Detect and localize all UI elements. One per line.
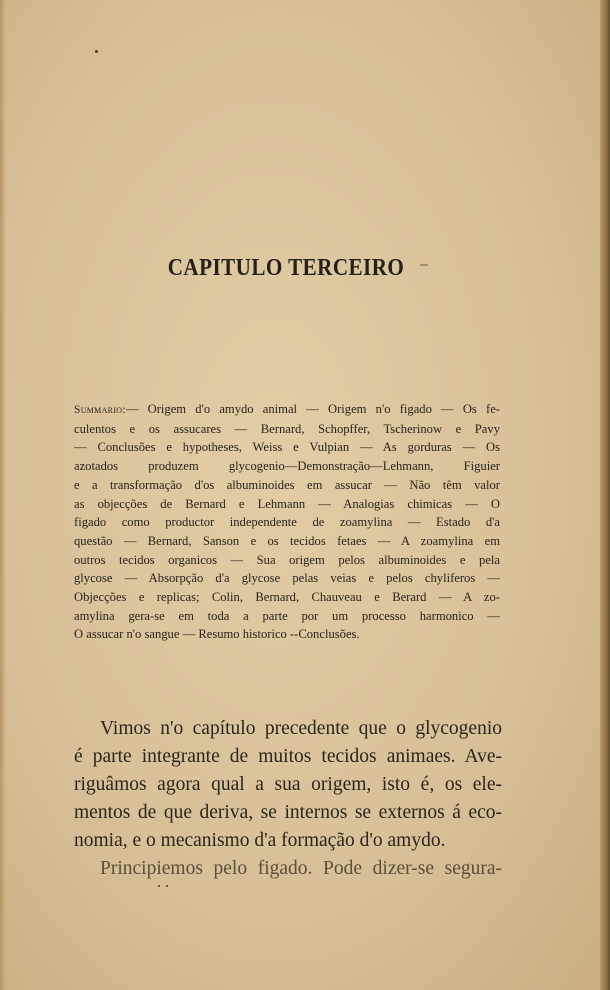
body-line: Vimos n'o capítulo precedente que o glycogenio	[100, 718, 502, 739]
chapter-summary	[74, 400, 500, 644]
summary-line-text: — Origem d'o amydo animal — Origem n'o figado — Os fe-	[125, 402, 500, 416]
summary-line: glycose — Absorpção d'a glycose pelas veias e pelos chyliferos —	[74, 571, 500, 586]
ink-speck	[95, 50, 98, 53]
body-line: nomia, e o mecanismo d'a formação d'o amydo.	[74, 830, 446, 851]
ink-speck	[158, 885, 160, 887]
page-right-edge	[600, 0, 610, 990]
page-left-shadow	[0, 0, 6, 990]
summary-line: amylina gera-se em toda a parte por um processo harmonico —	[74, 608, 500, 623]
summary-line: as objecções de Bernard e Lehmann — Analogias chimicas — O	[74, 496, 500, 511]
summary-line: culentos e os assucares — Bernard, Schopffer, Tscherinow e Pavy	[74, 421, 500, 436]
chapter-title: CAPITULO TERCEIRO	[167, 255, 405, 281]
summary-line: Objecções e replicas; Colin, Bernard, Chauveau e Berard — A zo-	[74, 590, 500, 605]
summary-line: O assucar n'o sangue — Resumo historico --Conclusões.	[74, 627, 360, 642]
body-paragraph	[74, 715, 502, 883]
summary-line: — Conclusões e hypotheses, Weiss e Vulpian — As gorduras — Os	[74, 440, 500, 455]
summary-line: e a transformação d'os albuminoides em assucar — Não têm valor	[74, 477, 500, 492]
summary-line	[74, 400, 500, 420]
summary-line: outros tecidos organicos — Sua origem pelos albuminoides e pela	[74, 552, 500, 567]
body-line: é parte integrante de muitos tecidos animaes. Ave-	[74, 746, 502, 767]
summary-line: figado como productor independente de zoamylina — Estado d'a	[74, 515, 500, 530]
summary-label: Summario:	[74, 404, 126, 416]
summary-line: questão — Bernard, Sanson e os tecidos fetaes — A zoamylina em	[74, 533, 500, 548]
body-line: riguâmos agora qual a sua origem, isto é, os ele-	[74, 774, 502, 795]
body-line: Principiemos pelo figado. Pode dizer-se segura-	[100, 858, 502, 879]
summary-line: azotados produzem glycogenio—Demonstração—Lehmann, Figuier	[74, 459, 500, 474]
body-line: mentos de que deriva, se internos se externos á eco-	[74, 802, 502, 823]
ink-speck	[166, 885, 168, 887]
